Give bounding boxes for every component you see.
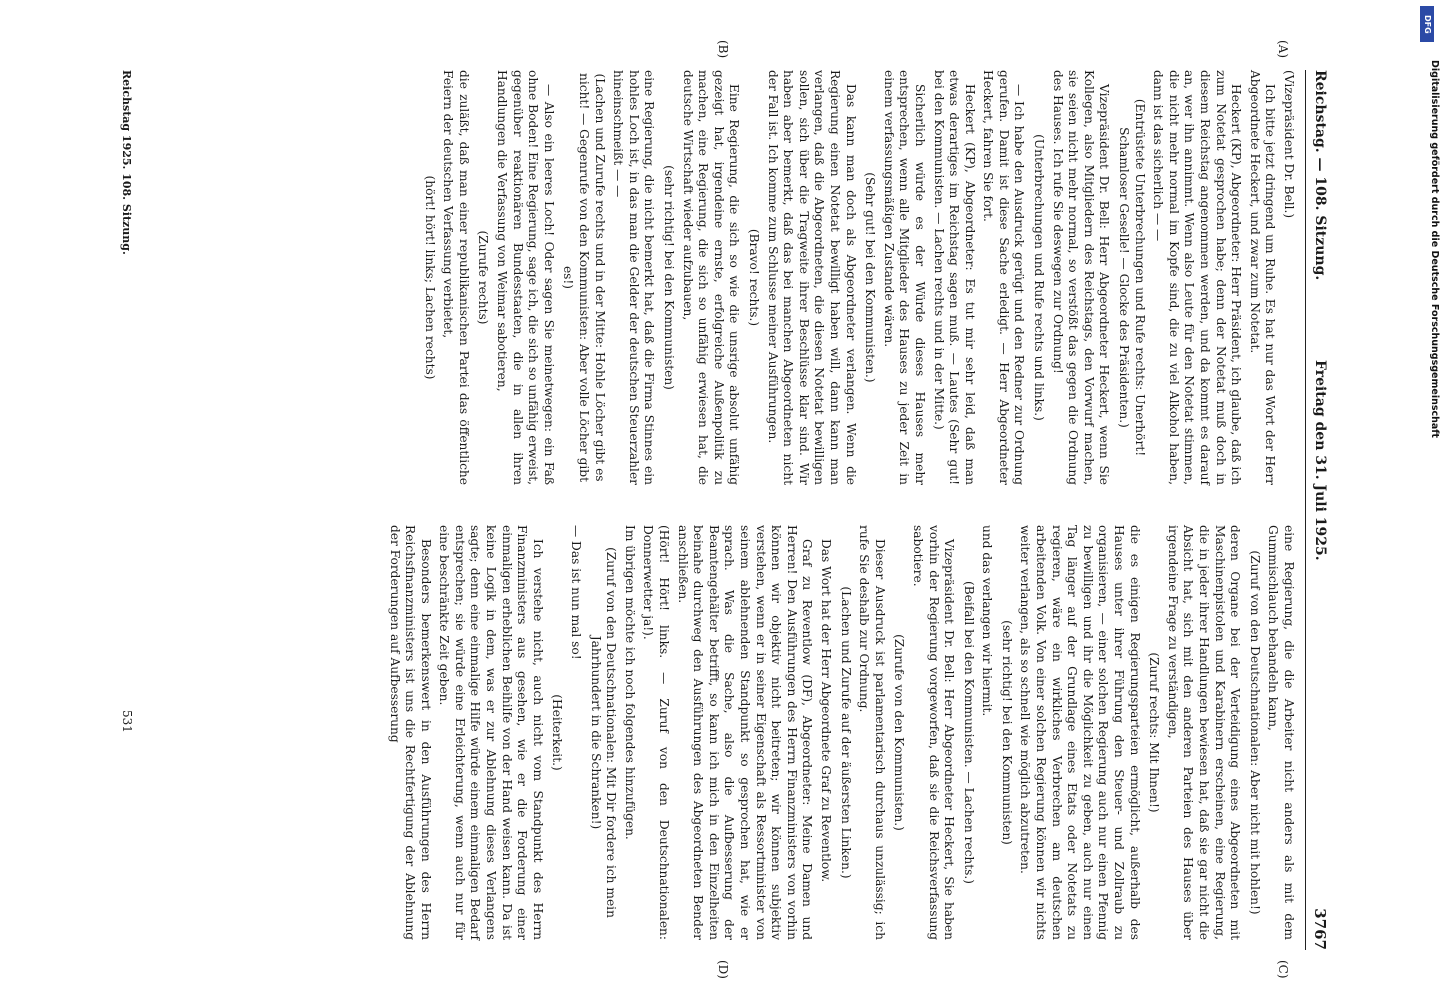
interjection: (Zuruf rechts: Mit Ihnen!) (1147, 652, 1162, 813)
paragraph: deren Organe bei der Verteidigung eines Abgeordneten mit Maschinenpistolen und Karabinern erscheinen, eine Regierung, die in jeder ihrer Handlungen bewiesen hat, daß sie gar nicht die Absicht hat, sich mit den anderen Parteien des Hauses über irgendeine Frage zu verständigen, (1165, 525, 1243, 940)
dfg-logo: DFG (1420, 6, 1434, 42)
paragraph: Das Wort hat der Herr Abgeordnete Graf zu Reventlow. (818, 539, 833, 883)
interjection: (Heiterkeit.) (550, 694, 565, 771)
interjection: (Lachen und Zurufe auf der äußersten Linken.) (838, 586, 853, 879)
paragraph: Besonders bemerkenswert in den Ausführungen des Herrn Reichsfinanzministers ist uns die Rechtfertigung der Ablehnung der Forderungen auf Aufbesserung (387, 525, 433, 940)
interjection: (sehr richtig! bei den Kommunisten) (999, 620, 1014, 845)
interjection: (Unterbrechungen und Rufe rechts und links.) (1032, 134, 1047, 421)
interjection: (Lachen und Zurufe rechts und in der Mitte: Hohle Löcher gibt es nicht! — Gegenrufe von den Kommunisten: Aber volle Löcher gibt es!) (561, 73, 607, 482)
paragraph: und das verlangen wir hiermit. (980, 525, 995, 717)
paragraph: die es einigen Regierungsparteien ermöglicht, außerhalb des Hauses unter ihrer Führung den Steuer- und Zollraub zu organisieren, — einer solchen Regierung auch nur einen Pfennig zu bewilligen und ihr die Möglichkeit zu geben, auch nur einen Tag länger auf der Grundlage eines Etats oder Notetats zu regieren, wäre ein wirkliches Verbrechen am deutschen arbeitenden Volk. Von einer solchen Regierung können wir nichts weiter verlangen, als so schnell wie möglich abzutreten. (1018, 525, 1142, 940)
page-header (1305, 70, 1330, 950)
right-text-column (146, 525, 1296, 940)
paragraph: Eine Regierung, die sich so wie die unsrige absolut unfähig gezeigt hat, irgendeine ernste, erfolgreiche Außenpolitik zu machen, eine Regierung, die sich so unfähig erwiesen hat, die deutsche Wirtschaft wieder aufzubauen, (680, 70, 742, 485)
paragraph: — Also ein leeres Loch! Oder sagen Sie meinetwegen: ein Faß ohne Boden! Eine Regierung, sage ich, die sich so unfähig erweist, gegenüber reaktionären Bundesstaaten, die in allen ihren Handlungen die Verfassung von Weimar sabotieren, (495, 70, 556, 485)
paragraph: die zuläßt, daß man einer republikanischen Partei das öffentliche Feiern der deutschen Verfassung verbietet, (441, 70, 471, 485)
margin-marker-b: (B) (716, 40, 730, 59)
paragraph: Vizepräsident Dr. Bell: Herr Abgeordneter Heckert, Sie haben vorhin der Regierung vorgeworfen, daß sie die Reichsverfassung sabotiere. (910, 525, 957, 940)
paragraph: (Vizepräsident Dr. Bell.) (1282, 70, 1296, 219)
margin-marker-d: (D) (716, 960, 730, 979)
interjection: (Zurufe von den Kommunisten.) (892, 634, 907, 831)
interjection: (Sehr gut! bei den Kommunisten.) (863, 172, 878, 383)
margin-marker-a: (A) (1276, 40, 1290, 59)
paragraph: — Ich habe den Ausdruck gerügt und den Redner zur Ordnung gerufen. Damit ist diese Sache erledigt. — Herr Abgeordneter Heckert, fahren Sie fort. (981, 70, 1027, 485)
paragraph: Heckert (KP), Abgeordneter: Es tut mir sehr leid, daß man etwas derartiges im Reichstag sagen muß. — Lautes (Sehr gut! bei den Kommunisten. — Lachen rechts und in der Mitte.) (931, 70, 977, 485)
paragraph: (Hört! Hört! links. — Zuruf von den Deutschnationalen: Donnerwetter ja!). (641, 525, 672, 940)
header-title: Reichstag. — 108. Sitzung. (1312, 70, 1328, 281)
paragraph: Graf zu Reventlow (DF), Abgeordneter: Meine Damen und Herren! Den Ausführungen des Herrn Finanzministers von vorhin können wir objektiv nicht beitreten; wir können subjektiv verstehen, wenn er in seiner Eigenschaft als Ressortminister von seinem ablehnenden Standpunkt so gesprochen hat, wie er sprach. Was die Sache, also die Aufbesserung der Beamtengehälter betrifft, so kann ich mich in den Einzelheiten beinahe durchweg den Ausführungen des Abgeordneten Bender anschließen. (675, 525, 815, 940)
footer-signature: Reichstag 1925. 108. Sitzung. (120, 70, 133, 255)
paragraph: Das kann man doch als Abgeordneter verlangen. Wenn die Regierung einen Notetat bewilligt haben will, dann kann man verlangen, daß die Abgeordneten, die diesen Notetat bewilligen sollen, sich über die Tragweite ihrer Beschlüsse klar sind. Wir haben aber bemerkt, daß das bei manchen Abgeordneten nicht der Fall ist. Ich komme zum Schlusse meiner Ausführungen. (765, 70, 858, 485)
footer-sheet-number: 531 (120, 710, 134, 733)
document-page (90, 40, 1330, 979)
paragraph: Ich verstehe nicht, auch nicht vom Standpunkt des Herrn Finanzministers aus gesehen, wie er die Forderung einer einmaligen erheblichen Beihilfe von der Hand weisen kann. Da ist keine Logik in dem, was er zur Ablehnung dieses Verlangens sagte; denn eine einmalige Hilfe würde einem einmaligen Bedarf entsprechen; sie würde eine Erleichterung, wenn auch nur für eine beschränkte Zeit geben. (437, 525, 545, 940)
interjection: (Entrüstete Unterbrechungen und Rufe rechts: Unerhört! Schamloser Geselle! — Glocke des Präsidenten.) (1117, 98, 1147, 457)
paragraph: Im übrigen möchte ich noch folgendes hinzufügen. (622, 525, 637, 840)
interjection: (hört! hört! links; Lachen rechts) (422, 175, 437, 380)
paragraph: eine Regierung, die die Arbeiter nicht anders als mit dem Gummischlauch behandeln kann, (1266, 525, 1296, 940)
margin-marker-c: (C) (1276, 960, 1290, 979)
interjection: (Bravo! rechts.) (747, 228, 761, 327)
interjection: (Zuruf von den Deutschnationalen: Mit Dir fordere ich mein Jahrhundert in die Schranken!) (588, 547, 619, 918)
paragraph: eine Regierung, die nicht bemerkt hat, daß die Firma Stinnes ein hohles Loch ist, in das man die Gelder der deutschen Steuerzahler hineinschmeißt — — (611, 70, 657, 485)
digitization-credit: Digitalisierung gefördert durch die Deutsche Forschungsgemeinschaft (1429, 60, 1440, 438)
paragraph: Ich bitte jetzt dringend um Ruhe. Es hat nur das Wort der Herr Abgeordnete Heckert, und zwar zum Notetat. (1247, 70, 1278, 485)
paragraph: Heckert (KP), Abgeordneter: Herr Präsident, ich glaube, daß ich zum Notetat gesprochen habe; denn der Notetat muß doch in diesem Reichstag angenommen werden, und da kommt es darauf an, wer ihn annimmt. Wenn also Leute für den Notetat stimmen, die nicht mehr normal im Kopfe sind, die zu viel Alkohol haben, dann ist das sicherlich — — (1151, 70, 1244, 485)
paragraph: Dieser Ausdruck ist parlamentarisch durchaus unzulässig; ich rufe Sie deshalb zur Ordnung. (857, 525, 887, 940)
interjection: (Beifall bei den Kommunisten. — Lachen rechts.) (961, 580, 976, 885)
left-text-column (146, 70, 1296, 485)
interjection: (sehr richtig! bei den Kommunisten) (662, 165, 677, 390)
header-date: Freitag den 31. Juli 1925. (1312, 360, 1328, 561)
paragraph: Vizepräsident Dr. Bell: Herr Abgeordneter Heckert, wenn Sie Kollegen, also Mitgliedern des Reichstags, den Vorwurf machen, sie seien nicht mehr normal, so verstößt das gegen die Ordnung des Hauses. Ich rufe Sie deswegen zur Ordnung! (1050, 70, 1112, 485)
interjection: (Zurufe rechts) (476, 230, 491, 325)
paragraph: Sicherlich würde es der Würde dieses Hauses mehr entsprechen, wenn alle Mitglieder des Hauses zu jeder Zeit in einem verfassungsmäßigen Zustande wären. (881, 70, 927, 485)
page-number: 3767 (1311, 908, 1329, 950)
interjection: (Zuruf von den Deutschnationalen: Aber nicht mit hohlen!) (1247, 550, 1262, 915)
paragraph: — Das ist nun mal so! (569, 525, 584, 660)
